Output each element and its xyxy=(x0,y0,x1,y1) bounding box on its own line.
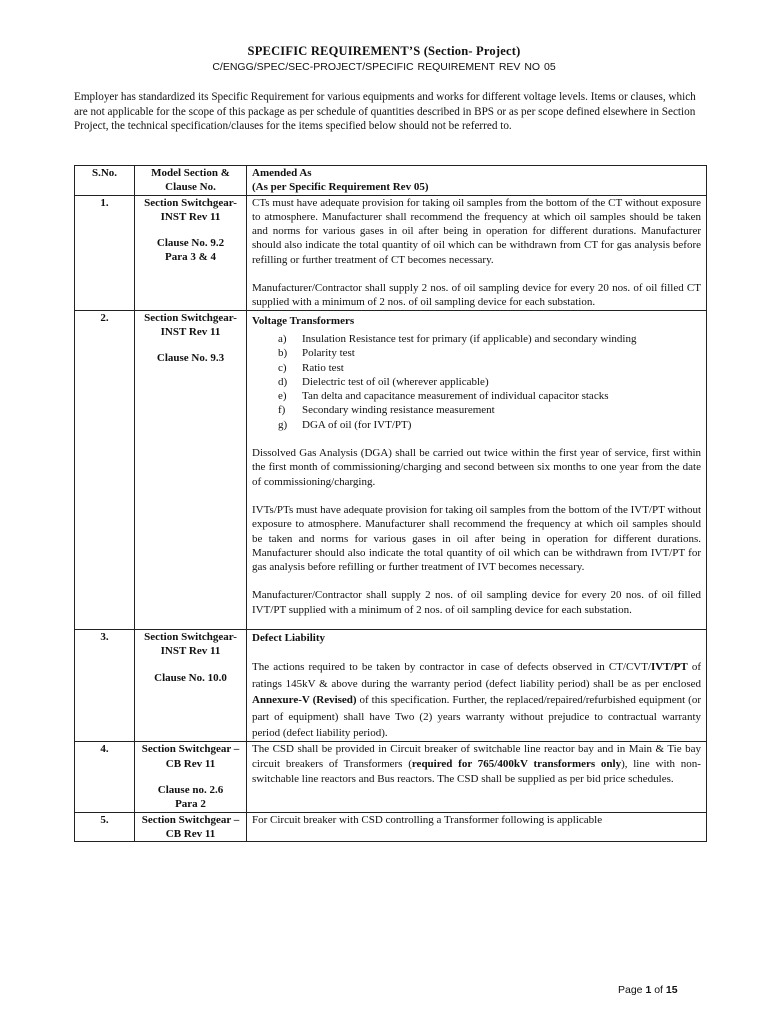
row-text: Dissolved Gas Analysis (DGA) shall be carried out twice within the first year of service, first within the first month of commissioning/charging and second between six months to one year from the date of commissioning/charging. xyxy=(252,447,701,488)
document-title: SPECIFIC REQUIREMENT’S (Section- Project) xyxy=(247,44,521,58)
row-clause: Clause No. 9.3 xyxy=(156,352,225,365)
row-heading: Defect Liability xyxy=(252,632,326,645)
header-sno: S.No. xyxy=(75,166,135,196)
row-clause: Clause No. 9.2 xyxy=(156,237,225,250)
header-amended-line2: (As per Specific Requirement Rev 05) xyxy=(252,181,429,194)
row-sno: 2. xyxy=(75,310,135,629)
intro-text: Employer has standardized its Specific Requirement for various equipments and works for different voltage levels. Items or clauses, which are not applicable for the scope of this package as per schedule of quantities described in BPS or as per scope defined elsewhere in Section Project, the technical specification/clauses for the items specified below should not be referred to. xyxy=(74,91,696,133)
header-amended-line1: Amended As xyxy=(252,167,312,179)
row-text: For Circuit breaker with CSD controlling a Transformer following is applicable xyxy=(252,813,603,826)
row-amendment xyxy=(247,742,707,812)
table-row xyxy=(75,310,707,629)
row-sno: 5. xyxy=(75,812,135,842)
row-section: Section Switchgear- INST Rev 11 xyxy=(144,631,237,658)
row-reference xyxy=(135,630,247,742)
row-text: The CSD shall be provided in Circuit breaker of switchable line reactor bay and in Main & Tie bay circuit breakers of Transformers (required for 765/400kV transformers only), line with non-switchable line reactors and Bus reactors. The CSD shall be supplied as per bid price schedules. xyxy=(252,743,701,785)
list-item: b) Polarity test xyxy=(278,347,355,360)
page-number: Page 1 of 15 xyxy=(618,984,678,996)
row-amendment xyxy=(247,195,707,310)
row-section: Section Switchgear – CB Rev 11 xyxy=(141,813,240,840)
document-reference: C/ENGG/SPEC/SEC-PROJECT/SPECIFIC REQUIREMENT REV NO 05 xyxy=(212,61,556,73)
row-para: Para 2 xyxy=(175,798,206,811)
row-amendment xyxy=(247,812,707,842)
row-reference xyxy=(135,812,247,842)
row-amendment xyxy=(247,310,707,629)
table-row xyxy=(75,630,707,742)
row-amendment xyxy=(247,630,707,742)
list-item: e) Tan delta and capacitance measurement of individual capacitor stacks xyxy=(278,390,609,403)
test-list xyxy=(252,332,701,432)
list-item: a) Insulation Resistance test for primary (if applicable) and secondary winding xyxy=(278,332,637,345)
row-text: Manufacturer/Contractor shall supply 2 nos. of oil sampling device for every 20 nos. of oil filled IVT/PT supplied with a minimum of 2 nos. of oil sampling device for each substation. xyxy=(252,589,701,616)
table-header-row xyxy=(75,166,707,196)
row-clause: Clause no. 2.6 xyxy=(157,784,224,797)
row-section: Section Switchgear – CB Rev 11 xyxy=(141,743,240,770)
requirements-table xyxy=(74,165,707,842)
table-row xyxy=(75,195,707,310)
intro-paragraph xyxy=(74,90,696,134)
row-section: Section Switchgear- INST Rev 11 xyxy=(144,196,237,223)
row-reference xyxy=(135,310,247,629)
row-sno: 3. xyxy=(75,630,135,742)
row-text: CTs must have adequate provision for taking oil samples from the bottom of the CT without exposure to atmosphere. Manufacturer shall recommend the frequency at which oil samples should be taken and norms for various gases in oil after being in operation for different durations. Manufacturer should also indicate the total quantity of oil which can be withdrawn from CT for gas analysis before refilling or further treatment of CT becomes necessary. xyxy=(252,196,701,266)
list-item: c) Ratio test xyxy=(278,361,344,374)
list-item: d) Dielectric test of oil (wherever applicable) xyxy=(278,375,489,388)
row-section: Section Switchgear- INST Rev 11 xyxy=(144,311,237,338)
row-clause: Clause No. 10.0 xyxy=(154,671,227,684)
list-item: f) Secondary winding resistance measurement xyxy=(278,404,495,417)
row-text: IVTs/PTs must have adequate provision for taking oil samples from the bottom of the IVT/PT without exposure to atmosphere. Manufacturer shall recommend the frequency at which oil samples should be taken and norms for various gases in oil after being in operation for different durations. Manufacturer should also indicate the total quantity of oil which can be withdrawn from IVT/PT for gas analysis before refilling or further treatment of IVT becomes necessary. xyxy=(252,503,701,574)
row-text: Manufacturer/Contractor shall supply 2 nos. of oil sampling device for every 20 nos. of oil filled CT supplied with a minimum of 2 nos. of oil sampling device for each substation. xyxy=(252,282,701,309)
row-sno: 1. xyxy=(75,195,135,310)
table-row xyxy=(75,742,707,812)
row-reference xyxy=(135,195,247,310)
row-para: Para 3 & 4 xyxy=(164,251,216,264)
header-amended xyxy=(247,166,707,196)
header-model-section: Model Section & Clause No. xyxy=(135,166,247,196)
row-sno: 4. xyxy=(75,742,135,812)
row-text: The actions required to be taken by contractor in case of defects observed in CT/CVT/IVT/PT of ratings 145kV & above during the warranty period (defect liability period) shall be as per enclosed Annexure-V (Revised) of this specification. Further, the replaced/repaired/refurbished equipment (or part of equipment) shall have Two (2) years warranty without prejudice to contractual warranty period (defect liability period). xyxy=(252,661,701,740)
row-reference xyxy=(135,742,247,812)
row-heading: Voltage Transformers xyxy=(252,314,355,327)
table-row xyxy=(75,812,707,842)
list-item: g) DGA of oil (for IVT/PT) xyxy=(278,418,412,431)
